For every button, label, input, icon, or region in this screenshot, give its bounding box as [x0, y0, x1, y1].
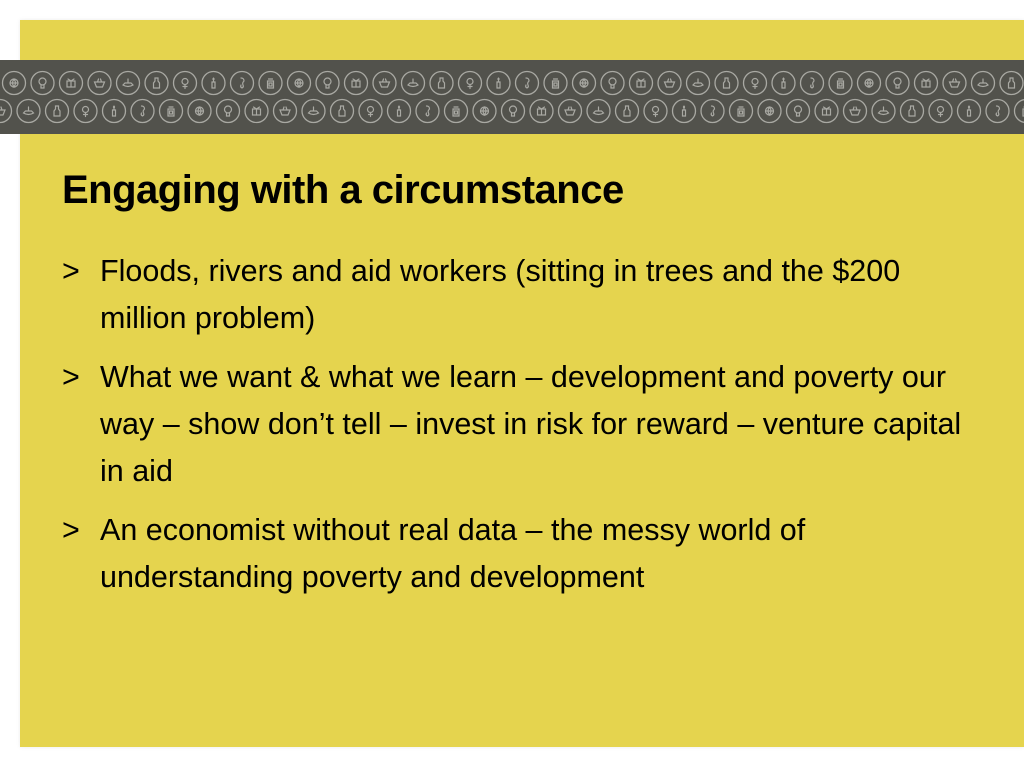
basket-icon	[559, 100, 582, 123]
oil-lamp-icon	[687, 72, 710, 95]
seahorse-icon	[986, 100, 1009, 123]
female-symbol-icon	[929, 100, 952, 123]
bottle-icon	[46, 100, 69, 123]
seahorse-icon	[131, 100, 154, 123]
oil-lamp-icon	[872, 100, 895, 123]
bullet-marker: >	[62, 360, 80, 394]
gift-icon	[815, 100, 838, 123]
gift-icon	[345, 72, 368, 95]
bullet-item	[62, 354, 972, 495]
basket-icon	[943, 72, 966, 95]
seahorse-icon	[801, 72, 824, 95]
female-symbol-icon	[359, 100, 382, 123]
seahorse-icon	[231, 72, 254, 95]
gift-icon	[60, 72, 83, 95]
lightbulb-icon	[601, 72, 624, 95]
bottle-icon	[430, 72, 453, 95]
oil-lamp-icon	[587, 100, 610, 123]
bullet-text: An economist without real data – the messy world of understanding poverty and development	[100, 513, 806, 594]
basket-icon	[658, 72, 681, 95]
bottle-icon	[331, 100, 354, 123]
lightbulb-icon	[787, 100, 810, 123]
bottle-icon	[145, 72, 168, 95]
gift-icon	[630, 72, 653, 95]
seahorse-icon	[516, 72, 539, 95]
basket-icon	[88, 72, 111, 95]
candle-icon	[388, 100, 411, 123]
lightbulb-icon	[31, 72, 54, 95]
globe-icon	[758, 100, 781, 123]
jar-icon	[829, 72, 852, 95]
oil-lamp-icon	[402, 72, 425, 95]
bullet-item	[62, 248, 972, 342]
jar-icon	[1015, 100, 1024, 123]
lightbulb-icon	[316, 72, 339, 95]
female-symbol-icon	[459, 72, 482, 95]
lightbulb-icon	[886, 72, 909, 95]
candle-icon	[487, 72, 510, 95]
oil-lamp-icon	[302, 100, 325, 123]
bottle-icon	[715, 72, 738, 95]
bullet-text: Floods, rivers and aid workers (sitting in trees and the $200 million problem)	[100, 254, 901, 335]
oil-lamp-icon	[972, 72, 995, 95]
bullet-marker: >	[62, 254, 80, 288]
globe-icon	[473, 100, 496, 123]
globe-icon	[288, 72, 311, 95]
oil-lamp-icon	[17, 100, 40, 123]
lightbulb-icon	[217, 100, 240, 123]
jar-icon	[445, 100, 468, 123]
seahorse-icon	[416, 100, 439, 123]
bottle-icon	[1000, 72, 1023, 95]
female-symbol-icon	[644, 100, 667, 123]
candle-icon	[772, 72, 795, 95]
globe-icon	[573, 72, 596, 95]
globe-icon	[3, 72, 26, 95]
slide-title: Engaging with a circumstance	[62, 168, 624, 212]
candle-icon	[103, 100, 126, 123]
globe-icon	[858, 72, 881, 95]
candle-icon	[958, 100, 981, 123]
gift-icon	[915, 72, 938, 95]
bottle-icon	[616, 100, 639, 123]
jar-icon	[160, 100, 183, 123]
seahorse-icon	[701, 100, 724, 123]
gift-icon	[530, 100, 553, 123]
jar-icon	[730, 100, 753, 123]
female-symbol-icon	[74, 100, 97, 123]
bullet-list	[62, 248, 972, 613]
basket-icon	[844, 100, 867, 123]
bullet-item	[62, 507, 972, 601]
female-symbol-icon	[744, 72, 767, 95]
basket-icon	[0, 100, 12, 123]
gift-icon	[245, 100, 268, 123]
globe-icon	[188, 100, 211, 123]
bottle-icon	[901, 100, 924, 123]
bullet-marker: >	[62, 513, 80, 547]
basket-icon	[373, 72, 396, 95]
female-symbol-icon	[174, 72, 197, 95]
oil-lamp-icon	[117, 72, 140, 95]
candle-icon	[202, 72, 225, 95]
lightbulb-icon	[502, 100, 525, 123]
pattern-icons-row	[0, 60, 1024, 134]
candle-icon	[673, 100, 696, 123]
bullet-text: What we want & what we learn – development and poverty our way – show don’t tell – invest in risk for reward – venture capital in aid	[100, 360, 962, 488]
jar-icon	[259, 72, 282, 95]
basket-icon	[274, 100, 297, 123]
jar-icon	[544, 72, 567, 95]
decorative-pattern-band	[0, 60, 1024, 134]
